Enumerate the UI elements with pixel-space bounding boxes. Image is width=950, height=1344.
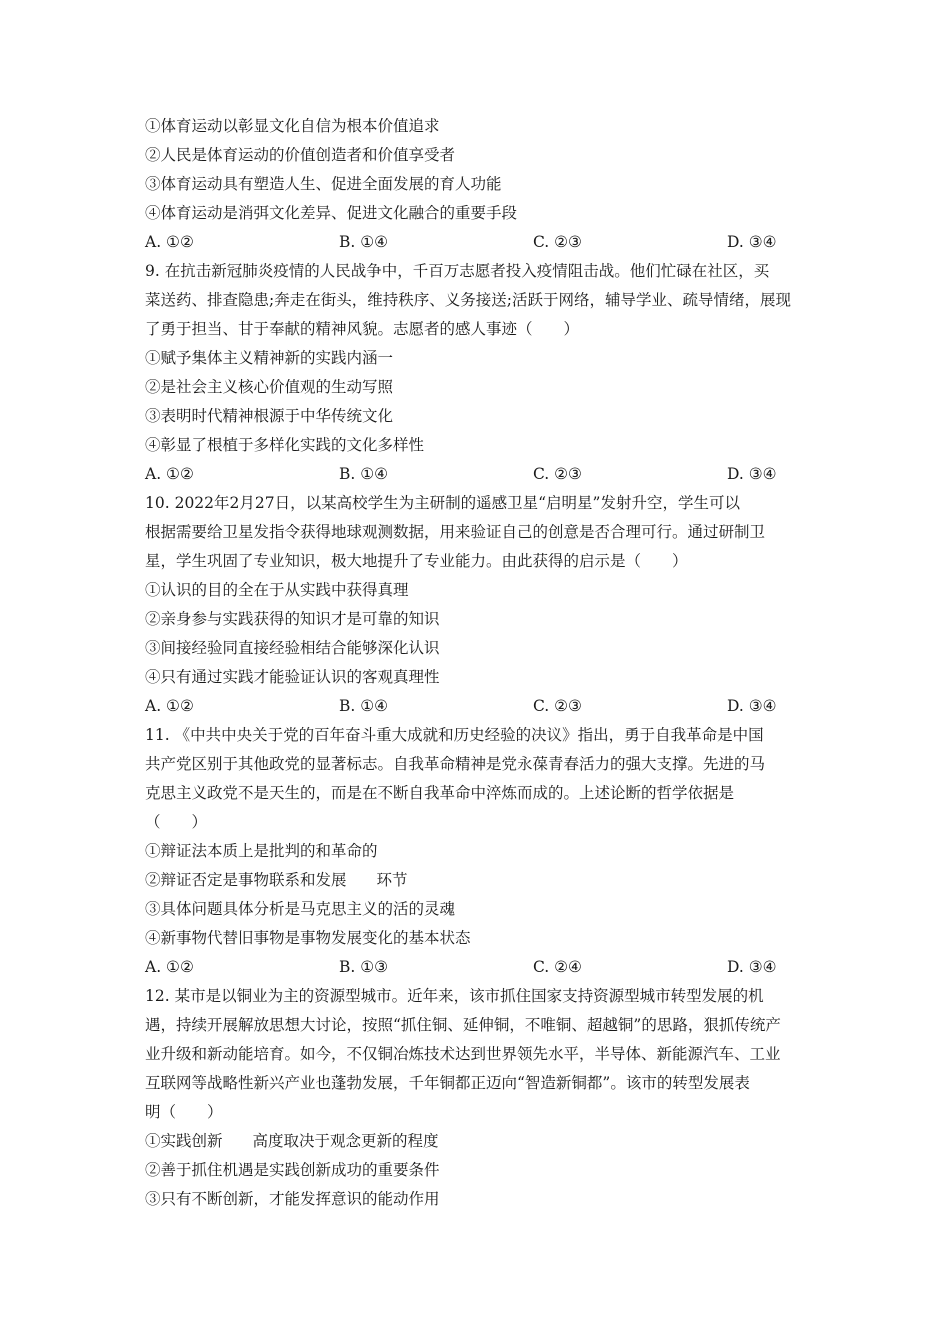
statement: ④新事物代替旧事物是事物发展变化的基本状态 bbox=[145, 929, 471, 947]
question-text: 12. 某市是以铜业为主的资源型城市。近年来，该市抓住国家支持资源型城市转型发展的机 bbox=[145, 987, 764, 1005]
question-text: 11. 《中共中央关于党的百年奋斗重大成就和历史经验的决议》指出，勇于自我革命是中国 bbox=[145, 726, 764, 744]
question-text: 了勇于担当、甘于奉献的精神风貌。志愿者的感人事迹（ ） bbox=[145, 320, 580, 338]
option-d: D. ③④ bbox=[727, 233, 777, 251]
option-a: A. ①② bbox=[145, 465, 194, 483]
question-text: 共产党区别于其他政党的显著标志。自我革命精神是党永葆青春活力的强大支撑。先进的马 bbox=[145, 755, 766, 773]
statement-part: ①实践创新 bbox=[145, 1132, 223, 1150]
option-d: D. ③④ bbox=[727, 465, 777, 483]
question-8-tail bbox=[145, 112, 815, 257]
option-b: B. ①③ bbox=[339, 958, 389, 976]
option-c: C. ②③ bbox=[533, 697, 582, 715]
statement: ③只有不断创新，才能发挥意识的能动作用 bbox=[145, 1190, 440, 1208]
option-c: C. ②③ bbox=[533, 233, 582, 251]
statement: ③表明时代精神根源于中华传统文化 bbox=[145, 407, 394, 425]
answer-options bbox=[145, 953, 815, 982]
option-a: A. ①② bbox=[145, 697, 194, 715]
statement: ①赋予集体主义精神新的实践内涵一 bbox=[145, 349, 394, 367]
statement: ③体育运动具有塑造人生、促进全面发展的育人功能 bbox=[145, 175, 502, 193]
question-text: 9. 在抗击新冠肺炎疫情的人民战争中，千百万志愿者投入疫情阻击战。他们忙碌在社区，买 bbox=[145, 262, 770, 280]
statement: ①认识的目的全在于从实践中获得真理 bbox=[145, 581, 409, 599]
option-c: C. ②③ bbox=[533, 465, 582, 483]
answer-options bbox=[145, 228, 815, 257]
statement: ④体育运动是消弭文化差异、促进文化融合的重要手段 bbox=[145, 204, 518, 222]
statement bbox=[145, 866, 815, 895]
question-text: 互联网等战略性新兴产业也蓬勃发展，千年铜都正迈向“智造新铜都”。该市的转型发展表 bbox=[145, 1074, 750, 1092]
question-text: 克思主义政党不是天生的，而是在不断自我革命中淬炼而成的。上述论断的哲学依据是 bbox=[145, 784, 735, 802]
question-text: 业升级和新动能培育。如今，不仅铜冶炼技术达到世界领先水平，半导体、新能源汽车、工业 bbox=[145, 1045, 781, 1063]
option-b: B. ①④ bbox=[339, 697, 389, 715]
statement: ②亲身参与实践获得的知识才是可靠的知识 bbox=[145, 610, 440, 628]
statement bbox=[145, 1127, 815, 1156]
statement-part: 环节 bbox=[376, 871, 408, 889]
question-9 bbox=[145, 257, 815, 489]
question-10 bbox=[145, 489, 815, 721]
question-text: 根据需要给卫星发指令获得地球观测数据，用来验证自己的创意是否合理可行。通过研制卫 bbox=[145, 523, 766, 541]
statement-part: ②辩证否定是事物联系和发展 bbox=[145, 871, 347, 889]
option-a: A. ①② bbox=[145, 958, 194, 976]
statement: ②是社会主义核心价值观的生动写照 bbox=[145, 378, 394, 396]
statement: ④彰显了根植于多样化实践的文化多样性 bbox=[145, 436, 425, 454]
statement: ②善于抓住机遇是实践创新成功的重要条件 bbox=[145, 1161, 440, 1179]
question-text: 10. 2022年2月27日，以某高校学生为主研制的遥感卫星“启明星”发射升空，学生可以 bbox=[145, 494, 740, 512]
question-text: 星，学生巩固了专业知识，极大地提升了专业能力。由此获得的启示是（ ） bbox=[145, 552, 688, 570]
option-b: B. ①④ bbox=[339, 233, 389, 251]
question-text: 遇，持续开展解放思想大讨论，按照“抓住铜、延伸铜，不唯铜、超越铜”的思路，狠抓传统产 bbox=[145, 1016, 781, 1034]
question-11 bbox=[145, 721, 815, 982]
option-a: A. ①② bbox=[145, 233, 194, 251]
statement: ③间接经验同直接经验相结合能够深化认识 bbox=[145, 639, 440, 657]
option-c: C. ②④ bbox=[533, 958, 582, 976]
question-12 bbox=[145, 982, 815, 1214]
statement: ①辩证法本质上是批判的和革命的 bbox=[145, 842, 378, 860]
answer-options bbox=[145, 460, 815, 489]
statement: ①体育运动以彰显文化自信为根本价值追求 bbox=[145, 117, 440, 135]
option-d: D. ③④ bbox=[727, 958, 777, 976]
question-text: 明（ ） bbox=[145, 1103, 223, 1121]
option-b: B. ①④ bbox=[339, 465, 389, 483]
statement: ④只有通过实践才能验证认识的客观真理性 bbox=[145, 668, 440, 686]
question-text: （ ） bbox=[145, 813, 208, 831]
question-text: 菜送药、排查隐患;奔走在街头，维持秩序、义务接送;活跃于网络，辅导学业、疏导情绪，展现 bbox=[145, 291, 791, 309]
statement: ③具体问题具体分析是马克思主义的活的灵魂 bbox=[145, 900, 456, 918]
statement: ②人民是体育运动的价值创造者和价值享受者 bbox=[145, 146, 456, 164]
exam-page bbox=[145, 112, 815, 1214]
option-d: D. ③④ bbox=[727, 697, 777, 715]
statement-part: 高度取决于观念更新的程度 bbox=[252, 1132, 439, 1150]
answer-options bbox=[145, 692, 815, 721]
